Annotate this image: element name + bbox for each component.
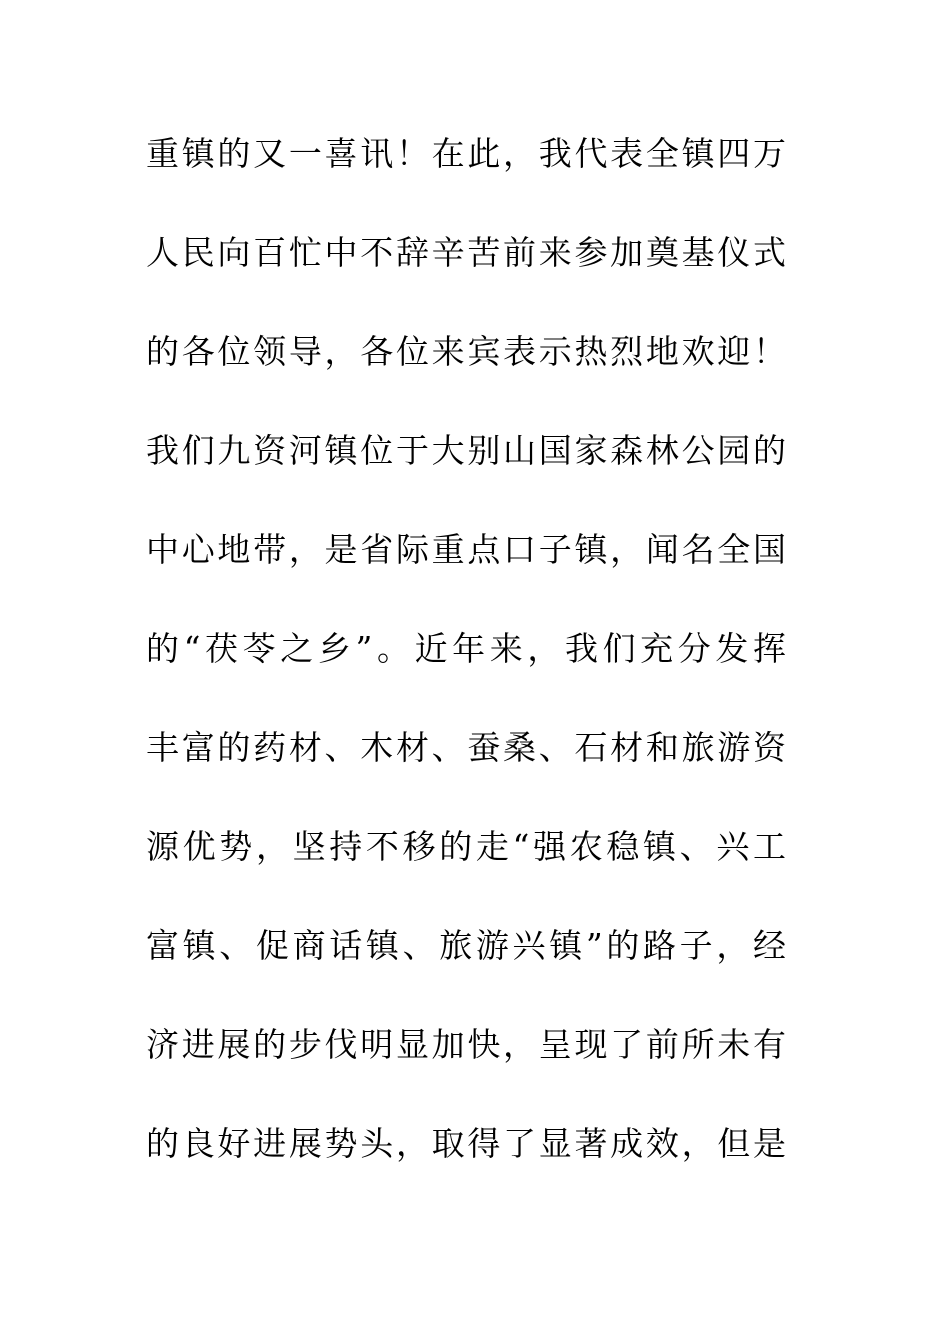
paragraph-line: 的“茯苓之乡”。近年来，我们充分发挥 — [146, 629, 786, 668]
paragraph-line: 富镇、促商话镇、旅游兴镇”的路子，经 — [146, 926, 786, 965]
paragraph-line: 济进展的步伐明显加快，呈现了前所未有 — [146, 1025, 786, 1064]
paragraph-line: 人民向百忙中不辞辛苦前来参加奠基仪式 — [146, 233, 786, 272]
paragraph-line: 的各位领导，各位来宾表示热烈地欢迎！ — [146, 332, 786, 371]
paragraph-line: 源优势，坚持不移的走“强农稳镇、兴工 — [146, 827, 786, 866]
paragraph-line: 丰富的药材、木材、蚕桑、石材和旅游资 — [146, 728, 786, 767]
paragraph-line: 中心地带，是省际重点口子镇，闻名全国 — [146, 530, 786, 569]
paragraph-line: 重镇的又一喜讯！在此，我代表全镇四万 — [146, 134, 786, 173]
paragraph-line: 我们九资河镇位于大别山国家森林公园的 — [146, 431, 786, 470]
paragraph-line: 的良好进展势头，取得了显著成效，但是 — [146, 1124, 786, 1163]
